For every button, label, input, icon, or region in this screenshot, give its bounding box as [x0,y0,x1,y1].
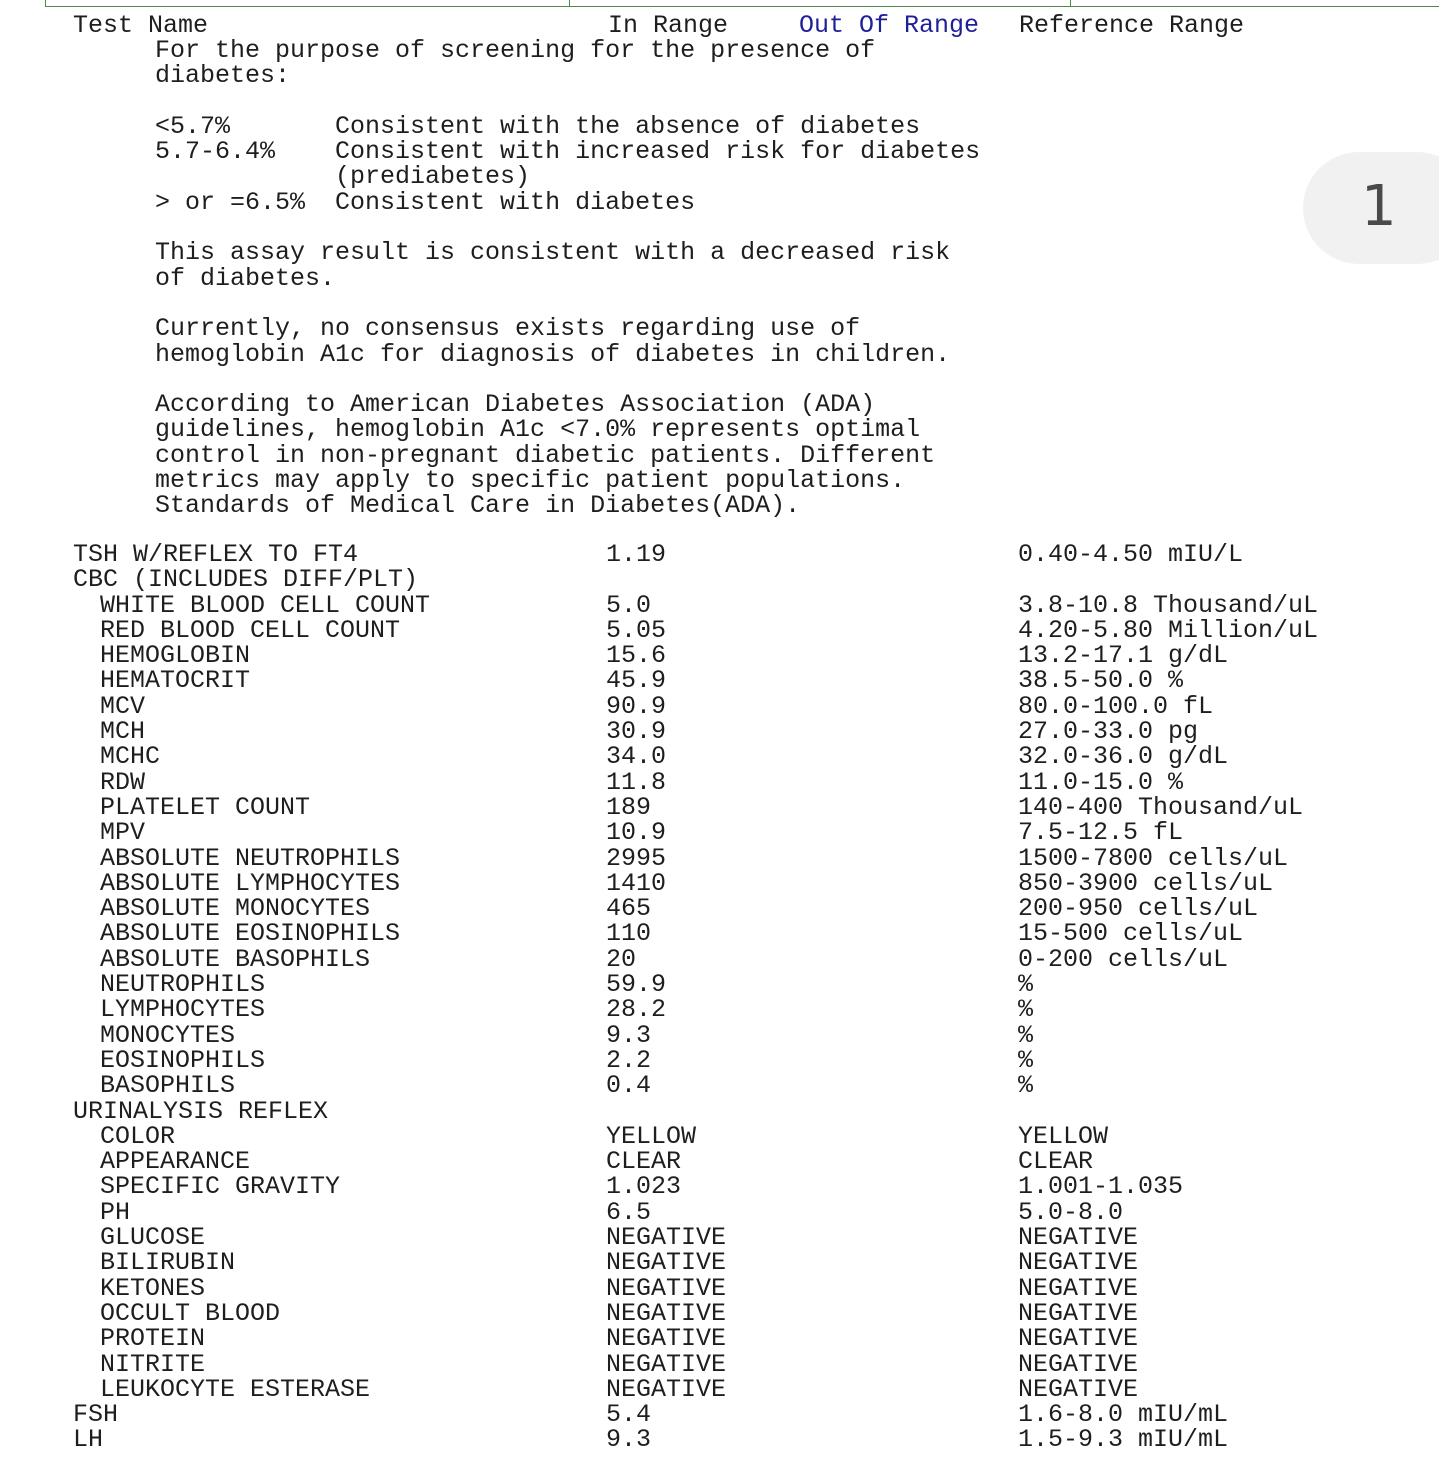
reference-range: 11.0-15.0 % [1018,767,1184,797]
reference-range: 15-500 cells/uL [1018,919,1244,949]
note-line: (prediabetes) [155,162,531,192]
note-line [155,89,980,114]
note-line: According to American Diabetes Association (ADA) [155,390,876,420]
reference-range: NEGATIVE [1018,1223,1139,1253]
reference-range: NEGATIVE [1018,1298,1139,1328]
result-value: 30.9 [606,717,667,747]
result-value: 0.4 [606,1071,652,1101]
result-row [0,1349,1439,1379]
result-row [0,919,1439,949]
results-table [0,542,1439,1453]
result-row [0,1045,1439,1075]
test-name: NITRITE [100,1349,206,1379]
result-value: 28.2 [606,995,667,1025]
test-name: PROTEIN [100,1324,206,1354]
result-value: 2995 [606,843,667,873]
result-row [0,742,1439,772]
result-value: NEGATIVE [606,1223,727,1253]
result-row [0,944,1439,974]
reference-range: % [1018,1071,1034,1101]
result-value: 59.9 [606,970,667,1000]
a1c-interpretation-notes [155,38,980,519]
result-value: 11.8 [606,767,667,797]
result-value: 10.9 [606,818,667,848]
result-row [0,843,1439,873]
result-row [0,1400,1439,1430]
result-row [0,894,1439,924]
reference-range: 3.8-10.8 Thousand/uL [1018,590,1319,620]
result-value: 189 [606,792,652,822]
test-name: ABSOLUTE LYMPHOCYTES [100,868,401,898]
reference-range: 1.6-8.0 mIU/mL [1018,1400,1229,1430]
reference-range: 1500-7800 cells/uL [1018,843,1289,873]
note-line: guidelines, hemoglobin A1c <7.0% represents optimal [155,415,921,445]
result-row [0,1425,1439,1455]
note-line: Currently, no consensus exists regarding use of [155,314,861,344]
test-name: URINALYSIS REFLEX [73,1096,329,1126]
note-line [155,215,980,240]
reference-range: 32.0-36.0 g/dL [1018,742,1229,772]
test-name: MONOCYTES [100,1020,236,1050]
reference-range: NEGATIVE [1018,1374,1139,1404]
test-name: LEUKOCYTE ESTERASE [100,1374,371,1404]
result-row [0,1172,1439,1202]
result-value: NEGATIVE [606,1374,727,1404]
result-value: 110 [606,919,652,949]
result-row [0,1147,1439,1177]
reference-range: 1.5-9.3 mIU/mL [1018,1425,1229,1455]
note-line [155,291,980,316]
result-value: 9.3 [606,1425,652,1455]
test-name: ABSOLUTE NEUTROPHILS [100,843,401,873]
result-value: NEGATIVE [606,1324,727,1354]
test-name: MPV [100,818,146,848]
result-row [0,565,1439,595]
test-name: TSH W/REFLEX TO FT4 [73,540,359,569]
header-in-range: In Range [608,11,729,40]
result-value: 5.05 [606,615,667,645]
reference-range: 200-950 cells/uL [1018,894,1259,924]
note-line: 5.7-6.4% Consistent with increased risk for diabetes [155,137,981,167]
note-line: > or =6.5% Consistent with diabetes [155,187,696,217]
result-row [0,641,1439,671]
result-row [0,1096,1439,1126]
result-value: 2.2 [606,1045,652,1075]
test-name: ABSOLUTE MONOCYTES [100,894,371,924]
result-value: 9.3 [606,1020,652,1050]
result-row [0,1273,1439,1303]
note-line: diabetes: [155,61,291,91]
reference-range: 7.5-12.5 fL [1018,818,1184,848]
test-name: HEMOGLOBIN [100,641,251,671]
reference-range: 0.40-4.50 mIU/L [1018,540,1244,569]
test-name: KETONES [100,1273,206,1303]
result-row [0,1197,1439,1227]
reference-range: 5.0-8.0 [1018,1197,1124,1227]
result-row [0,1374,1439,1404]
reference-range: YELLOW [1018,1121,1109,1151]
result-value: NEGATIVE [606,1349,727,1379]
note-line: hemoglobin A1c for diagnosis of diabetes in children. [155,339,951,369]
test-name: WHITE BLOOD CELL COUNT [100,590,431,620]
test-name: SPECIFIC GRAVITY [100,1172,341,1202]
result-value: 1.023 [606,1172,682,1202]
result-value: 15.6 [606,641,667,671]
reference-range: % [1018,1020,1034,1050]
result-row [0,818,1439,848]
note-line: metrics may apply to specific patient populations. [155,466,906,496]
result-value: 1410 [606,868,667,898]
result-value: 34.0 [606,742,667,772]
reference-range: 0-200 cells/uL [1018,944,1229,974]
reference-range: % [1018,1045,1034,1075]
test-name: GLUCOSE [100,1223,206,1253]
result-value: NEGATIVE [606,1298,727,1328]
result-row [0,542,1439,567]
result-row [0,868,1439,898]
test-name: NEUTROPHILS [100,970,266,1000]
test-name: MCH [100,717,146,747]
test-name: LYMPHOCYTES [100,995,266,1025]
result-value: 5.0 [606,590,652,620]
result-row [0,691,1439,721]
reference-range: 80.0-100.0 fL [1018,691,1214,721]
header-test-name: Test Name [73,11,209,40]
reference-range: 850-3900 cells/uL [1018,868,1274,898]
result-value: 6.5 [606,1197,652,1227]
test-name: BASOPHILS [100,1071,236,1101]
reference-range: % [1018,970,1034,1000]
reference-range: NEGATIVE [1018,1248,1139,1278]
test-name: PLATELET COUNT [100,792,311,822]
test-name: EOSINOPHILS [100,1045,266,1075]
reference-range: 1.001-1.035 [1018,1172,1184,1202]
result-value: YELLOW [606,1121,697,1151]
test-name: PH [100,1197,131,1227]
test-name: APPEARANCE [100,1147,251,1177]
test-name: ABSOLUTE EOSINOPHILS [100,919,401,949]
result-row [0,970,1439,1000]
test-name: FSH [73,1400,119,1430]
reference-range: 27.0-33.0 pg [1018,717,1199,747]
result-row [0,615,1439,645]
result-row [0,1020,1439,1050]
test-name: HEMATOCRIT [100,666,251,696]
result-row [0,1223,1439,1253]
test-name: RED BLOOD CELL COUNT [100,615,401,645]
test-name: CBC (INCLUDES DIFF/PLT) [73,565,419,595]
page-number-badge[interactable] [1303,152,1439,264]
result-value: 45.9 [606,666,667,696]
reference-range: 140-400 Thousand/uL [1018,792,1304,822]
reference-range: 4.20-5.80 Million/uL [1018,615,1319,645]
reference-range: 38.5-50.0 % [1018,666,1184,696]
reference-range: NEGATIVE [1018,1273,1139,1303]
result-row [0,1324,1439,1354]
note-line: of diabetes. [155,263,336,293]
result-row [0,792,1439,822]
result-row [0,1248,1439,1278]
result-value: NEGATIVE [606,1248,727,1278]
test-name: OCCULT BLOOD [100,1298,281,1328]
note-line: This assay result is consistent with a decreased risk [155,238,951,268]
reference-range: NEGATIVE [1018,1349,1139,1379]
result-value: 1.19 [606,540,667,569]
column-divider [569,0,570,7]
note-line [155,367,980,392]
result-value: 90.9 [606,691,667,721]
header-reference-range: Reference Range [1019,11,1245,40]
result-value: 20 [606,944,637,974]
result-row [0,767,1439,797]
reference-range: % [1018,995,1034,1025]
result-value: NEGATIVE [606,1273,727,1303]
note-line: Standards of Medical Care in Diabetes(ADA). [155,491,801,521]
result-row [0,1071,1439,1101]
reference-range: 13.2-17.1 g/dL [1018,641,1229,671]
test-name: LH [73,1425,104,1455]
reference-range: CLEAR [1018,1147,1094,1177]
page-number: 1 [1361,174,1397,239]
note-line: control in non-pregnant diabetic patients. Different [155,440,936,470]
note-line: For the purpose of screening for the presence of [155,36,876,65]
test-name: BILIRUBIN [100,1248,236,1278]
table-frame [45,0,1439,7]
column-divider [1070,0,1071,7]
test-name: COLOR [100,1121,176,1151]
test-name: ABSOLUTE BASOPHILS [100,944,371,974]
result-row [0,666,1439,696]
reference-range: NEGATIVE [1018,1324,1139,1354]
test-name: MCHC [100,742,161,772]
result-value: 465 [606,894,652,924]
result-value: 5.4 [606,1400,652,1430]
test-name: MCV [100,691,146,721]
test-name: RDW [100,767,146,797]
note-line: <5.7% Consistent with the absence of diabetes [155,111,921,141]
result-row [0,995,1439,1025]
result-row [0,1121,1439,1151]
result-value: CLEAR [606,1147,682,1177]
header-out-of-range: Out Of Range [799,11,980,40]
result-row [0,717,1439,747]
result-row [0,1298,1439,1328]
result-row [0,590,1439,620]
